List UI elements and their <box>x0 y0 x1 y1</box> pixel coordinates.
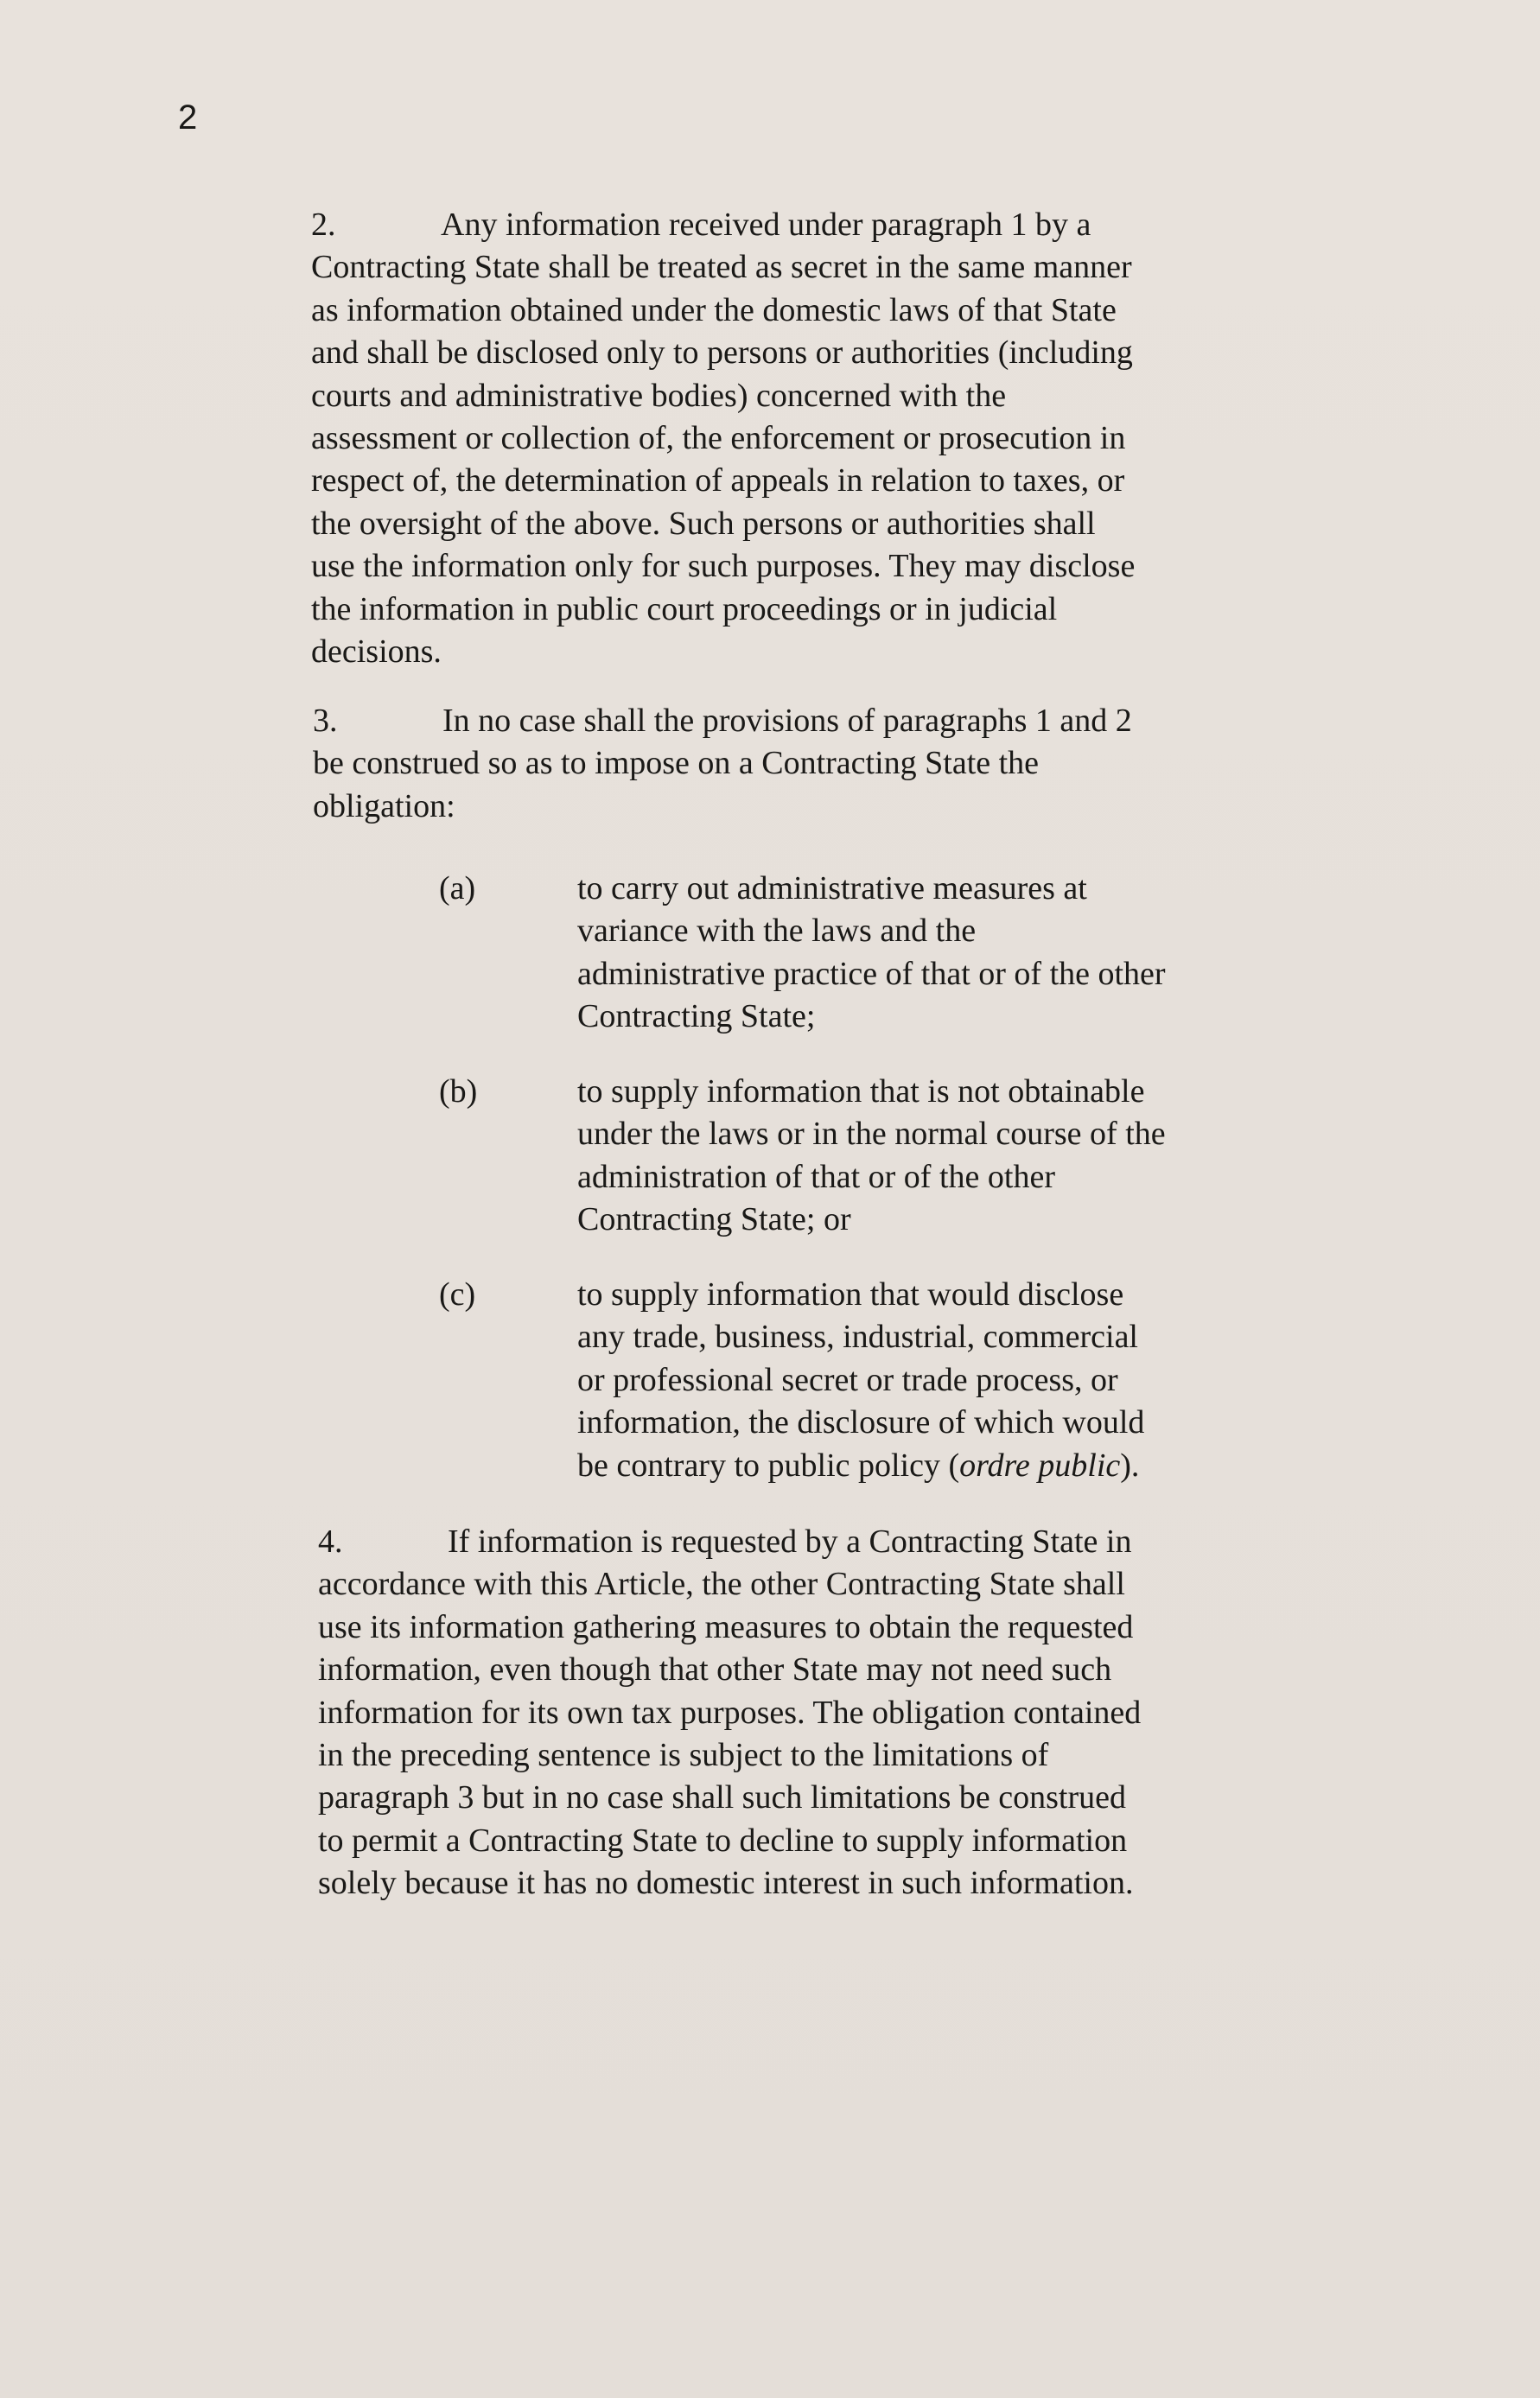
paragraph-2-first-line <box>311 204 1135 246</box>
paragraph-text-line: Contracting State shall be treated as secret in the same manner <box>311 249 1132 286</box>
paragraph-text-line: obligation: <box>313 787 455 824</box>
paragraph-text-line: to permit a Contracting State to decline to supply information <box>318 1822 1128 1859</box>
subparagraph-text-line: Contracting State; or <box>577 1201 851 1238</box>
paragraph-number: 3. <box>313 703 338 739</box>
paragraph-text-line: the information in public court proceedings or in judicial <box>311 590 1058 627</box>
paragraph-text-line: information for its own tax purposes. The obligation contained <box>318 1694 1142 1731</box>
subparagraph-text-line: under the laws or in the normal course of the <box>577 1116 1166 1153</box>
subparagraph-text-line: administrative practice of that or of the other <box>577 955 1166 992</box>
paragraph-text-line: solely because it has no domestic interest in such information. <box>318 1865 1134 1902</box>
subparagraph-text-segment: ). <box>1120 1447 1140 1484</box>
paragraph-text-line: assessment or collection of, the enforcement or prosecution in <box>311 420 1126 457</box>
subparagraph-text-line: to supply information that is not obtainable <box>577 1073 1145 1110</box>
paragraph-4-first-line <box>318 1521 1141 1563</box>
subparagraph-text-line: or professional secret or trade process, or <box>577 1361 1118 1398</box>
subparagraph-text-segment: be contrary to public policy ( <box>577 1447 960 1484</box>
subparagraph-text-line: to supply information that would disclose <box>577 1276 1124 1313</box>
paragraph-text-line: the oversight of the above. Such persons or authorities shall <box>311 505 1096 542</box>
paragraph-3 <box>313 700 1132 828</box>
paragraph-3-first-line <box>313 700 1132 742</box>
paragraph-text-line: respect of, the determination of appeals in relation to taxes, or <box>311 462 1125 499</box>
subparagraph-label: (c) <box>439 1276 476 1313</box>
subparagraph-text-line: administration of that or of the other <box>577 1158 1055 1195</box>
paragraph-text-line: accordance with this Article, the other Contracting State shall <box>318 1566 1125 1603</box>
subparagraph-text <box>577 1274 1355 1487</box>
subparagraph-text <box>577 1071 1355 1242</box>
subparagraph-text-line: any trade, business, industrial, commercial <box>577 1319 1138 1356</box>
subparagraph-text-line: information, the disclosure of which would <box>577 1404 1145 1441</box>
paragraph-text-line: information, even though that other State may not need such <box>318 1651 1112 1689</box>
subparagraph-text <box>577 868 1355 1039</box>
page-number: 2 <box>178 99 198 137</box>
subparagraph-label: (a) <box>439 870 476 906</box>
paragraph-text-line: If information is requested by a Contracting State in <box>448 1523 1132 1560</box>
paragraph-text-line: and shall be disclosed only to persons or authorities (including <box>311 334 1133 372</box>
paragraph-text-line: be construed so as to impose on a Contracting State the <box>313 745 1040 782</box>
subparagraph-text-line: to carry out administrative measures at <box>577 870 1087 906</box>
paragraph-text-line: courts and administrative bodies) concerned with the <box>311 377 1007 414</box>
subparagraph-text-line: Contracting State; <box>577 998 816 1035</box>
subparagraph-label: (b) <box>439 1073 478 1110</box>
paragraph-text-line: In no case shall the provisions of paragraphs 1 and 2 <box>442 703 1132 739</box>
subparagraph-text-line: variance with the laws and the <box>577 913 977 950</box>
paragraph-text-line: in the preceding sentence is subject to the limitations of <box>318 1737 1049 1774</box>
italic-term: ordre public <box>959 1447 1121 1484</box>
paragraph-number: 4. <box>318 1523 343 1560</box>
paragraph-text-line: paragraph 3 but in no case shall such limitations be construed <box>318 1779 1126 1816</box>
paragraph-text-line: as information obtained under the domestic laws of that State <box>311 291 1117 328</box>
paragraph-text-line: use its information gathering measures to obtain the requested <box>318 1608 1134 1645</box>
paragraph-text-line: Any information received under paragraph 1 by a <box>441 207 1091 243</box>
paragraph-4 <box>318 1521 1141 1905</box>
paragraph-2 <box>311 204 1135 673</box>
paragraph-number: 2. <box>311 207 336 243</box>
paragraph-text-line: use the information only for such purposes. They may disclose <box>311 548 1136 585</box>
paragraph-text-line: decisions. <box>311 633 442 671</box>
subparagraph-text-line-with-italic <box>577 1445 1355 1487</box>
